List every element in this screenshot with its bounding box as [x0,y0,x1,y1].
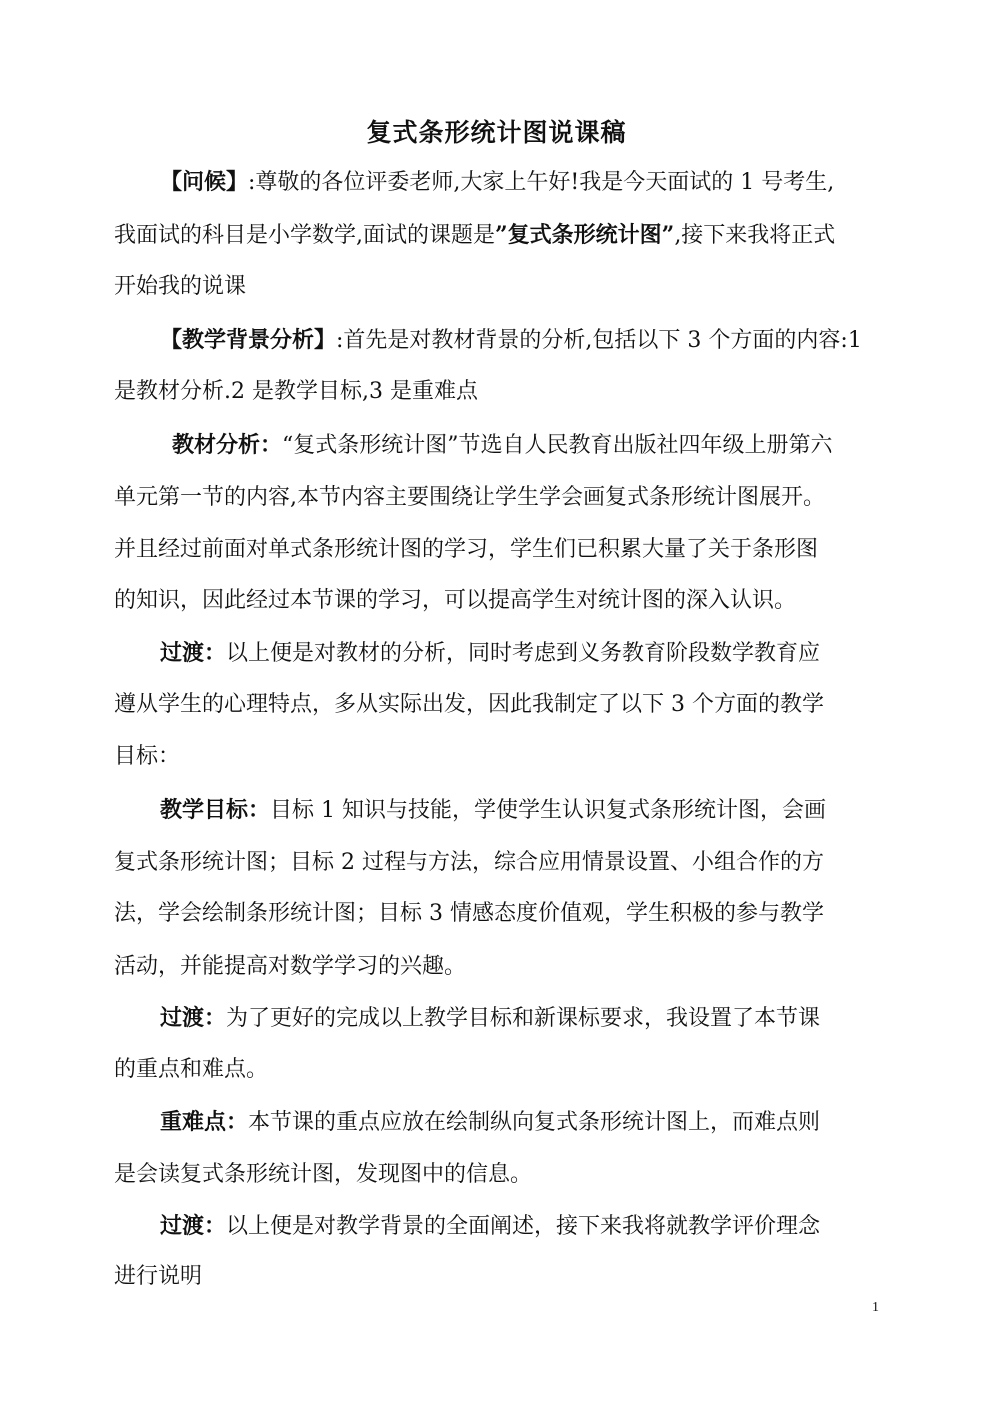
analysis-text-1: “复式条形统计图”节选自人民教育出版社四年级上册第六 [282,433,833,458]
page-number: 1 [872,1300,879,1315]
transition2-text-1: 为了更好的完成以上教学目标和新课标要求，我设置了本节课 [226,1006,821,1031]
greeting-line-1 [160,167,834,198]
keypoints-line-1 [160,1107,820,1138]
transition2-line-2: 的重点和难点。 [114,1057,269,1082]
analysis-label: 教材分析： [172,432,283,458]
keypoints-label: 重难点： [160,1109,249,1135]
document-title: 复式条形统计图说课稿 [366,118,627,147]
transition1-line-1 [160,638,820,669]
transition3-line-1 [160,1211,820,1242]
greeting-text-2a: 我面试的科目是小学数学,面试的课题是 [114,223,495,248]
objectives-line-4: 活动，并能提高对数学学习的兴趣。 [114,954,467,979]
greeting-text-2c: ,接下来我将正式 [674,223,836,248]
analysis-line-3: 并且经过前面对单式条形统计图的学习，学生们已积累大量了关于条形图 [114,537,819,562]
background-label: 【教学背景分析】 [160,327,337,353]
transition2-label: 过渡： [160,1005,227,1031]
greeting-line-2 [114,220,835,251]
transition3-text-1: 以上便是对教学背景的全面阐述，接下来我将就教学评价理念 [226,1214,821,1239]
background-line-2: 是教材分析.2 是教学目标,3 是重难点 [114,379,478,404]
objectives-text-1: 目标 1 知识与技能，学使学生认识复式条形统计图，会画 [270,798,827,823]
transition2-line-1 [160,1003,820,1034]
background-text-1: :首先是对教材背景的分析,包括以下 3 个方面的内容:1 [336,328,862,353]
greeting-text-1: :尊敬的各位评委老师,大家上午好!我是今天面试的 1 号考生, [248,170,835,195]
objectives-line-1 [160,795,826,826]
lesson-topic: ”复式条形统计图” [495,222,675,248]
transition1-line-2: 遵从学生的心理特点，多从实际出发，因此我制定了以下 3 个方面的教学 [114,692,824,717]
objectives-label: 教学目标： [160,797,271,823]
transition3-line-2: 进行说明 [114,1264,203,1289]
background-line-1 [160,325,862,356]
analysis-line-4: 的知识，因此经过本节课的学习，可以提高学生对统计图的深入认识。 [114,588,797,613]
greeting-line-3: 开始我的说课 [114,274,247,299]
analysis-line-2: 单元第一节的内容,本节内容主要围绕让学生学会画复式条形统计图展开。 [114,485,825,510]
objectives-line-2: 复式条形统计图；目标 2 过程与方法，综合应用情景设置、小组合作的方 [114,850,824,875]
analysis-line-1 [172,430,833,461]
objectives-line-3: 法，学会绘制条形统计图；目标 3 情感态度价值观，学生积极的参与教学 [114,901,824,926]
transition1-line-3: 目标： [114,744,181,769]
transition1-label: 过渡： [160,640,227,666]
transition3-label: 过渡： [160,1213,227,1239]
transition1-text-1: 以上便是对教材的分析，同时考虑到义务教育阶段数学教育应 [226,641,821,666]
keypoints-line-2: 是会读复式条形统计图，发现图中的信息。 [114,1162,533,1187]
greeting-label: 【问候】 [160,169,249,195]
keypoints-text-1: 本节课的重点应放在绘制纵向复式条形统计图上，而难点则 [248,1110,821,1135]
